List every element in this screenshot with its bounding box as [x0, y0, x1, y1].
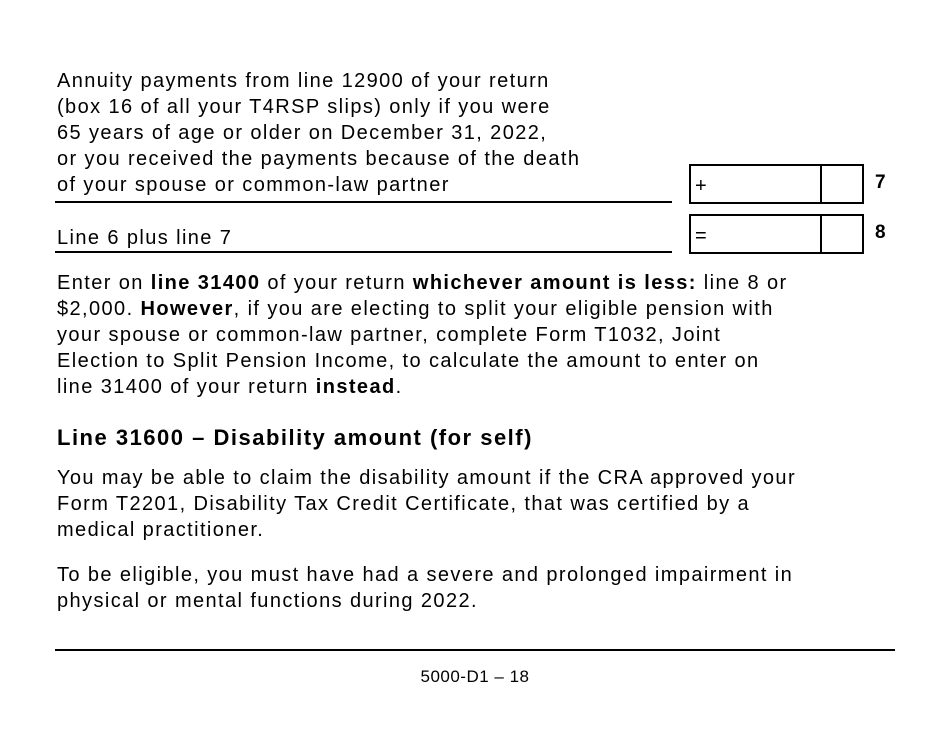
plus-operator: +	[695, 175, 707, 197]
paragraph-line: physical or mental functions during 2022.	[57, 590, 478, 612]
instruction-line: Enter on line 31400 of your return whichever amount is less: line 8 or	[57, 272, 788, 294]
section-heading: Line 31600 – Disability amount (for self)	[57, 425, 533, 450]
annuity-line: 65 years of age or older on December 31, 2022,	[57, 122, 548, 144]
paragraph-line: To be eligible, you must have had a severe and prolonged impairment in	[57, 564, 794, 586]
disability-paragraph-1	[57, 465, 796, 543]
cents-divider	[820, 216, 822, 252]
annuity-line: Annuity payments from line 12900 of your return	[57, 70, 550, 92]
instruction-line: your spouse or common-law partner, complete Form T1032, Joint	[57, 324, 722, 346]
line-number-8: 8	[875, 222, 886, 243]
paragraph-line: medical practitioner.	[57, 519, 265, 541]
amount-field-line7[interactable]	[689, 164, 864, 204]
annuity-line: of your spouse or common-law partner	[57, 174, 450, 196]
paragraph-line: Form T2201, Disability Tax Credit Certificate, that was certified by a	[57, 493, 751, 515]
paragraph-line: You may be able to claim the disability amount if the CRA approved your	[57, 467, 797, 489]
instruction-line: Election to Split Pension Income, to calculate the amount to enter on	[57, 350, 760, 372]
disability-paragraph-2	[57, 562, 793, 614]
instruction-line: $2,000. However, if you are electing to split your eligible pension with	[57, 298, 774, 320]
annuity-description	[57, 68, 580, 198]
cents-divider	[820, 166, 822, 202]
underline-line7	[55, 201, 672, 203]
instruction-line: line 31400 of your return instead.	[57, 376, 403, 398]
annuity-line: or you received the payments because of the death	[57, 148, 581, 170]
annuity-line: (box 16 of all your T4RSP slips) only if you were	[57, 96, 551, 118]
equals-operator: =	[695, 225, 707, 247]
amount-field-line8[interactable]	[689, 214, 864, 254]
footer-rule	[55, 649, 895, 651]
line-number-7: 7	[875, 172, 886, 193]
line6plus7-label: Line 6 plus line 7	[57, 227, 233, 249]
page-number: 5000-D1 – 18	[420, 667, 530, 686]
underline-line8	[55, 251, 672, 253]
enter-instructions	[57, 270, 788, 400]
